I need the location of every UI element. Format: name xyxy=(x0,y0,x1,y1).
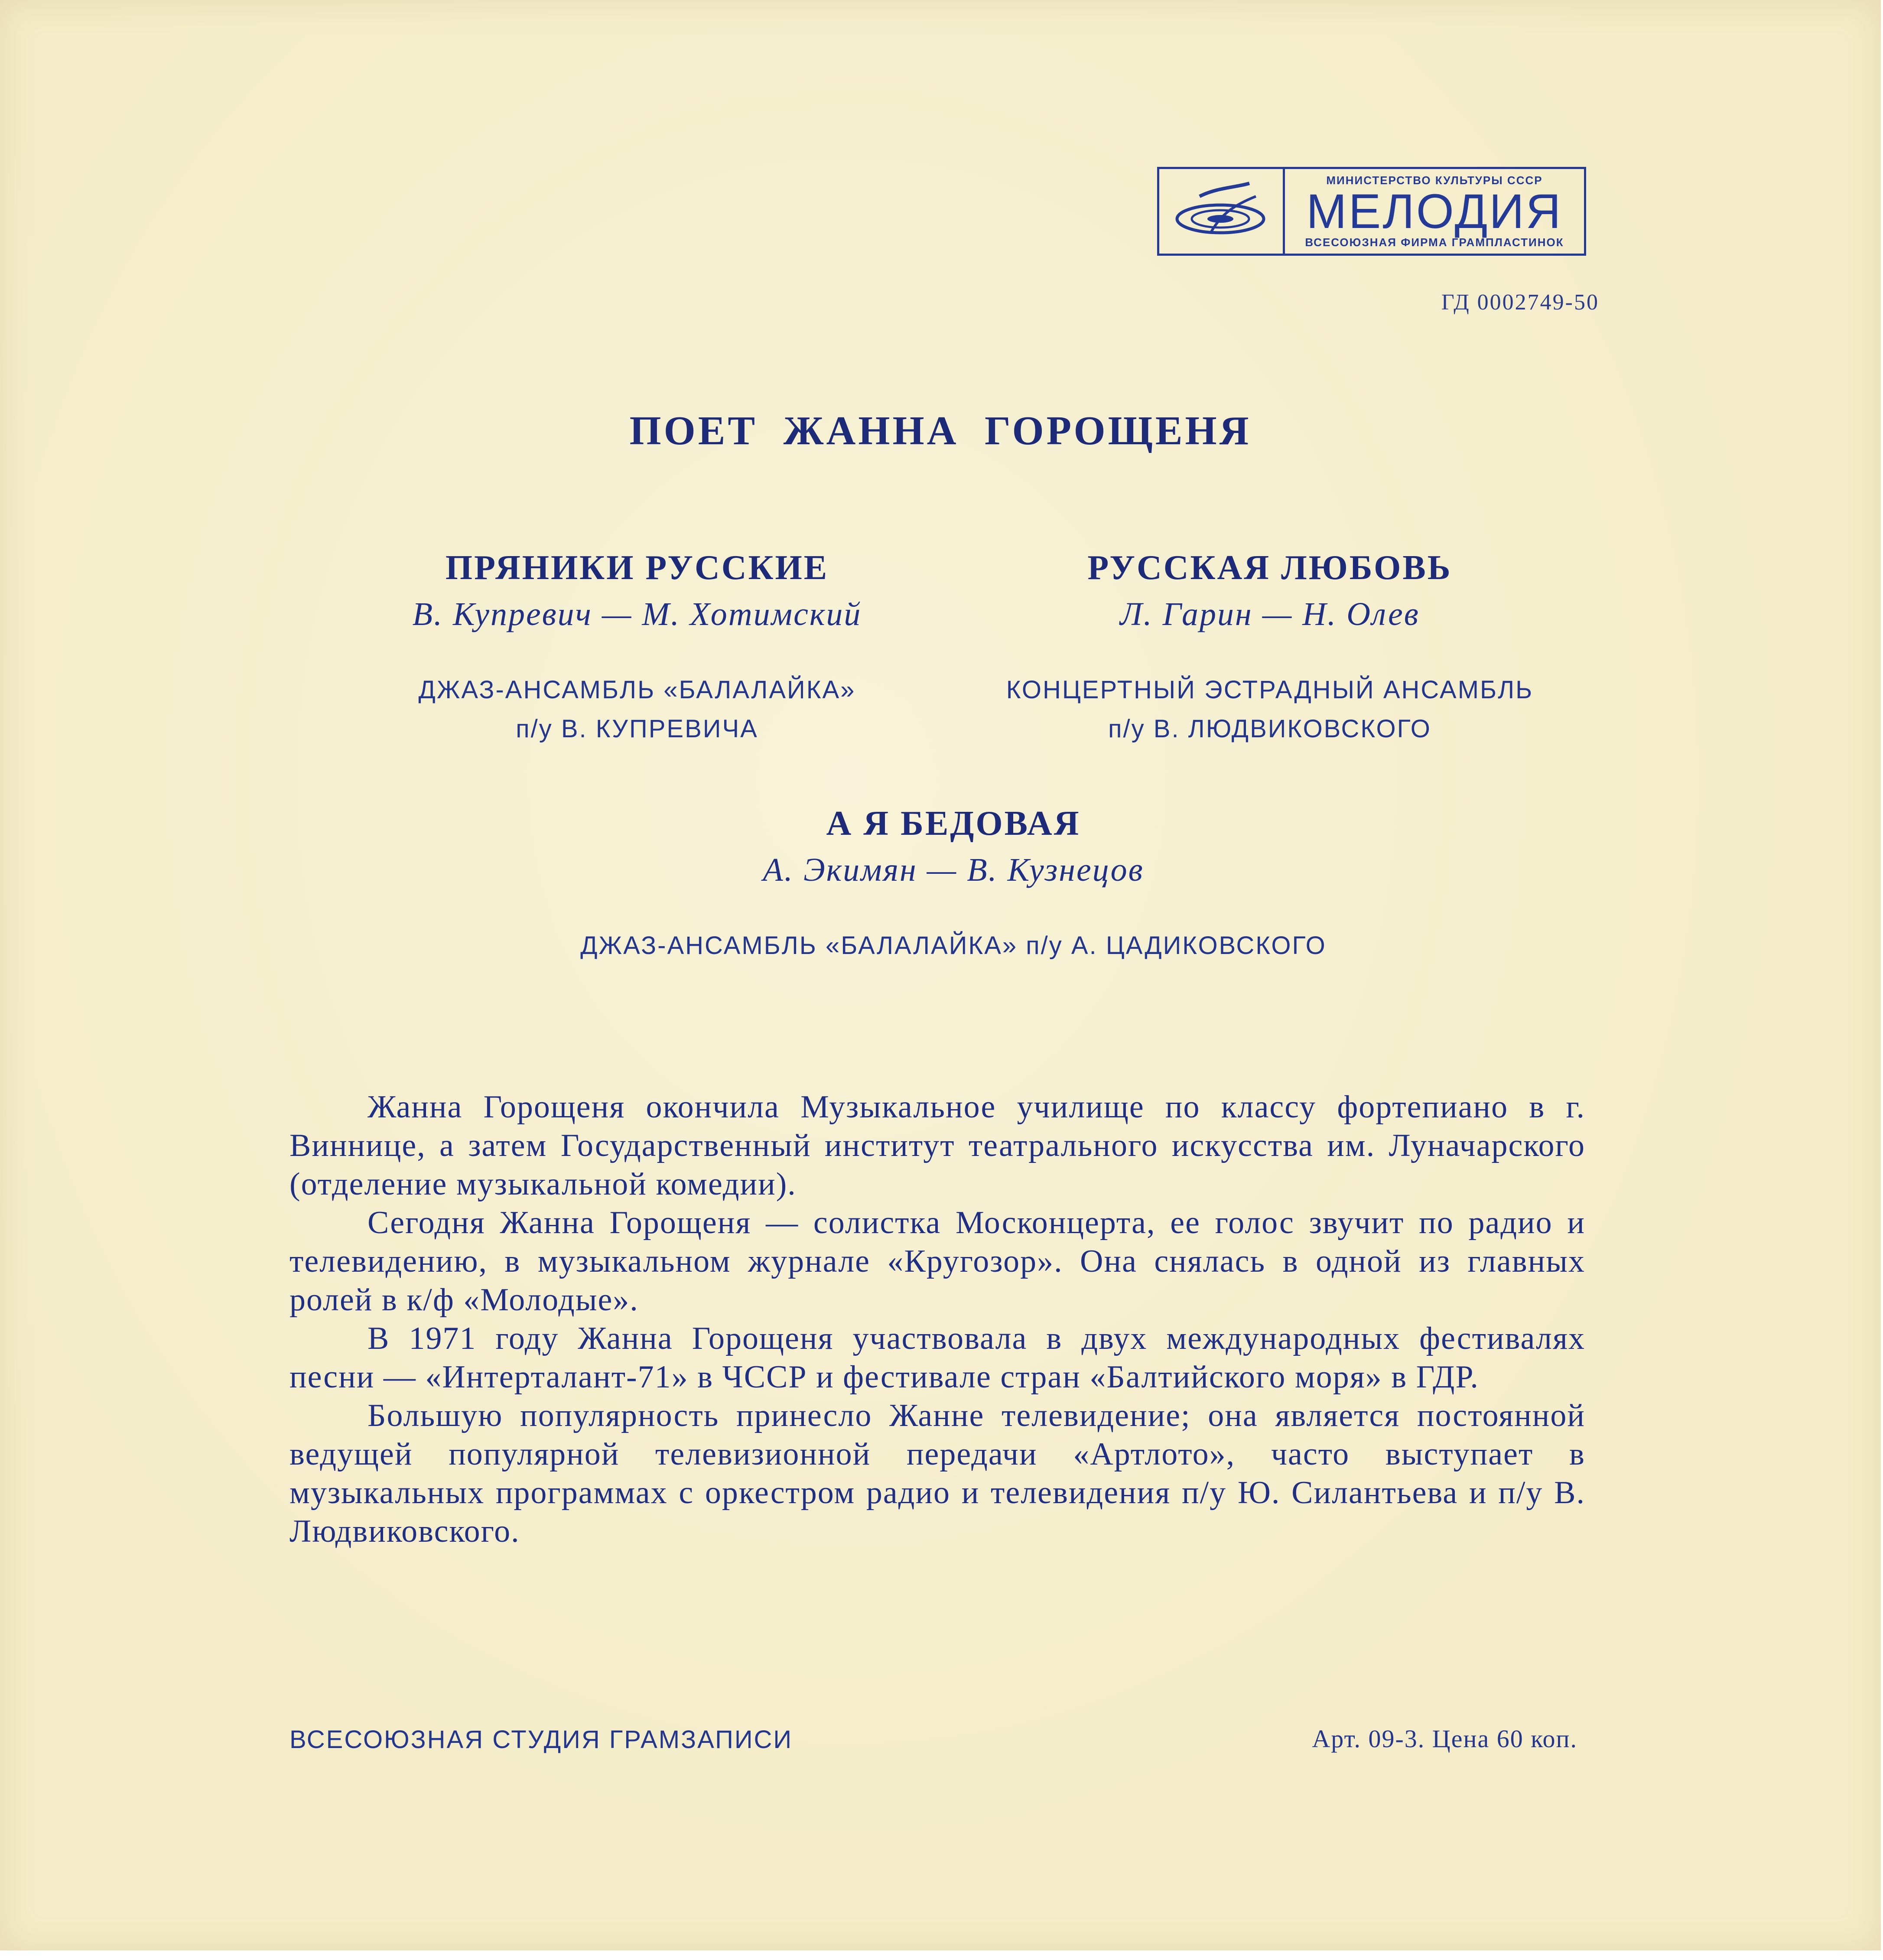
song-block xyxy=(945,548,1595,749)
price-label: Арт. 09-3. Цена 60 коп. xyxy=(1312,1725,1577,1753)
song-title: А Я БЕДОВАЯ xyxy=(826,804,1081,843)
song-ensemble: ДЖАЗ-АНСАМБЛЬ «БАЛАЛАЙКА» п/у А. ЦАДИКОВСКОГО xyxy=(580,931,1327,960)
song-title: ПРЯНИКИ РУССКИЕ xyxy=(445,549,829,587)
song-block xyxy=(329,548,945,749)
song-authors: В. Купревич — М. Хотимский xyxy=(412,596,862,632)
melodiya-logo xyxy=(1157,167,1586,256)
bio-paragraph: Сегодня Жанна Горощеня — солистка Москонцерта, ее голос звучит по радио и телевидению, в музыкальном журнале «Кругозор». Она снялась в одной из главных ролей в к/ф «Молодые». xyxy=(289,1205,1585,1318)
song-block xyxy=(390,804,1517,965)
song-authors: Л. Гарин — Н. Олев xyxy=(1120,596,1420,632)
logo-text-block xyxy=(1285,169,1584,254)
biography-text xyxy=(289,1088,1585,1551)
page-title: ПОЕТ ЖАННА ГОРОЩЕНЯ xyxy=(629,408,1252,453)
song-authors: А. Экимян — В. Кузнецов xyxy=(763,852,1144,888)
scan-edge xyxy=(0,1950,1883,1960)
logo-brand-name: МЕЛОДИЯ xyxy=(1306,184,1563,238)
melodiya-emblem-icon xyxy=(1159,169,1285,254)
song-conductor: п/у В. КУПРЕВИЧА xyxy=(516,715,758,743)
bio-paragraph: Жанна Горощеня окончила Музыкальное училище по классу фортепиано в г. Виннице, а затем Государственный институт театрального искусства им. Луначарского (отделение музыкальной комедии). xyxy=(289,1089,1585,1202)
song-conductor: п/у В. ЛЮДВИКОВСКОГО xyxy=(1108,715,1431,743)
logo-company-line: ВСЕСОЮЗНАЯ ФИРМА ГРАМПЛАСТИНОК xyxy=(1305,235,1564,249)
song-ensemble: КОНЦЕРТНЫЙ ЭСТРАДНЫЙ АНСАМБЛЬ xyxy=(1006,676,1534,704)
logo-ministry-line: МИНИСТЕРСТВО КУЛЬТУРЫ СССР xyxy=(1326,173,1543,187)
song-title: РУССКАЯ ЛЮБОВЬ xyxy=(1087,549,1452,587)
bio-paragraph: Большую популярность принесло Жанне телевидение; она является постоянной ведущей популярной телевизионной передачи «Артлото», часто выступает в музыкальных программах с оркестром радио и телевидения п/у Ю. Силантьева и п/у В. Людвиковского. xyxy=(289,1398,1585,1549)
studio-name: ВСЕСОЮЗНАЯ СТУДИЯ ГРАМЗАПИСИ xyxy=(289,1726,793,1754)
bio-paragraph: В 1971 году Жанна Горощеня участвовала в двух международных фестивалях песни — «Интерталант-71» в ЧССР и фестивале стран «Балтийского моря» в ГДР. xyxy=(289,1321,1585,1395)
catalog-number: ГД 0002749-50 xyxy=(1441,290,1599,315)
song-ensemble: ДЖАЗ-АНСАМБЛЬ «БАЛАЛАЙКА» xyxy=(418,676,856,704)
